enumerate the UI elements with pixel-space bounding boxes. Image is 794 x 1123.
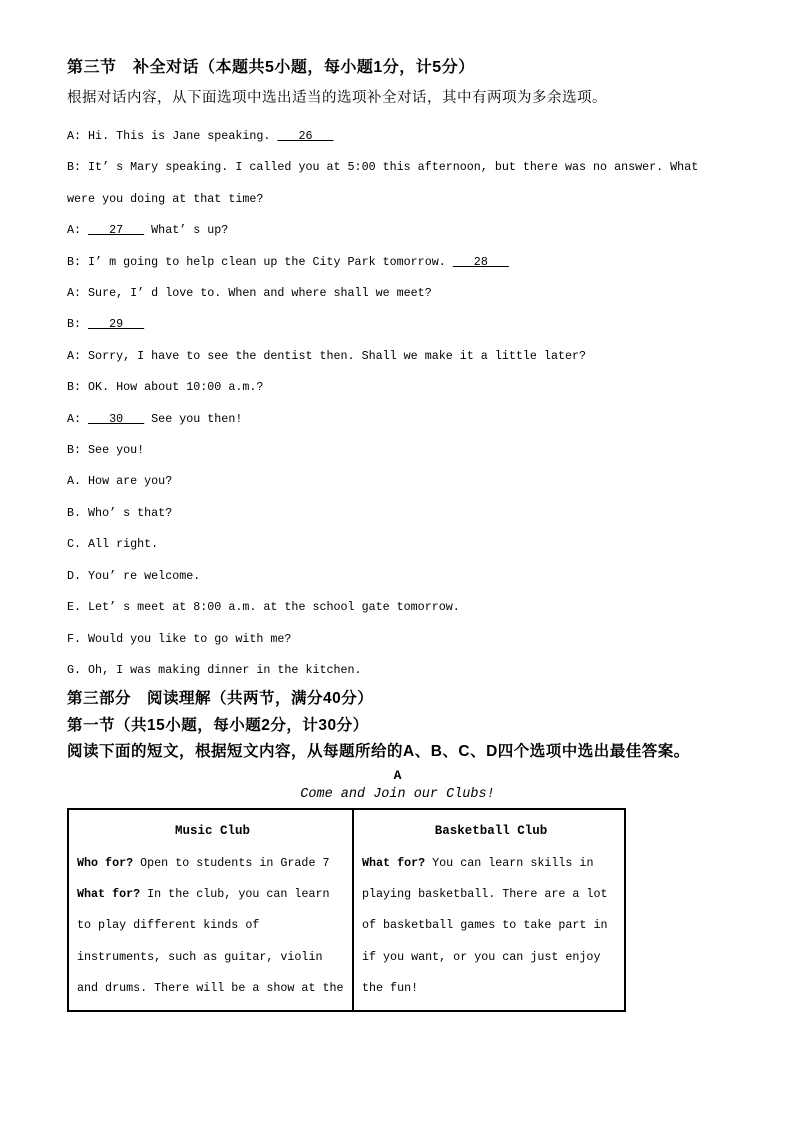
cell-line: the fun! — [362, 981, 419, 996]
cell-line: playing basketball. There are a lot — [362, 887, 608, 902]
text-line: E. Let’ s meet at 8:00 a.m. at the school gate tomorrow. — [67, 600, 460, 615]
blank-26: 26 — [277, 129, 334, 143]
blank-28: 28 — [452, 254, 509, 269]
text-line: A: Sure, I’ d love to. When and where shall we meet? — [67, 286, 432, 301]
text-line: A: Sorry, I have to see the dentist then. Shall we make it a little later? — [67, 348, 587, 363]
section1-heading: 第一节（共15小题，每小题2分，计30分） — [67, 716, 369, 734]
text-line: C. All right. — [67, 537, 159, 552]
part3-heading: 第三部分 阅读理解（共两节，满分40分） — [67, 690, 374, 708]
options-block — [67, 466, 728, 686]
text-line: B. Who’ s that? — [67, 505, 173, 520]
passage-title: Come and Join our Clubs! — [300, 787, 495, 803]
music-club-cell — [69, 810, 352, 1009]
cell-line: to play different kinds of — [77, 918, 260, 933]
reading-instruction: 阅读下面的短文，根据短文内容，从每题所给的A、B、C、D四个选项中选出最佳答案。 — [67, 742, 690, 760]
passage-label: A — [393, 768, 402, 784]
text-line: A. How are you? — [67, 474, 173, 489]
music-club-body — [77, 848, 348, 1005]
cell-line: if you want, or you can just enjoy — [362, 949, 601, 964]
text-line: A: Hi. This is Jane speaking. 26 — [67, 129, 334, 143]
text-line: F. Would you like to go with me? — [67, 631, 292, 646]
blank-29: 29 — [88, 317, 145, 332]
section3-heading: 第三节 补全对话（本题共5小题，每小题1分，计5分） — [67, 59, 475, 76]
cell-line: What for? You can learn skills in — [362, 855, 594, 870]
clubs-table — [67, 808, 626, 1011]
text-line: B: See you! — [67, 443, 145, 458]
cell-line: Who for? Open to students in Grade 7 — [77, 855, 330, 870]
blank-30: 30 — [88, 411, 145, 426]
text-line: A: 27 What’ s up? — [67, 223, 229, 238]
basketball-club-body — [362, 848, 620, 1005]
text-line: B: OK. How about 10:00 a.m.? — [67, 380, 264, 395]
text-line: B: It’ s Mary speaking. I called you at 5:00 this afternoon, but there was no answer. What — [67, 160, 699, 175]
text-line: B: 29 — [67, 317, 145, 332]
basketball-club-cell — [352, 810, 624, 1009]
blank-27: 27 — [88, 223, 145, 238]
dialogue-block — [67, 121, 728, 466]
cell-line: instruments, such as guitar, violin — [77, 949, 323, 964]
section3-instruction: 根据对话内容，从下面选项中选出适当的选项补全对话，其中有两项为多余选项。 — [67, 90, 607, 106]
text-line: B: I’ m going to help clean up the City Park tomorrow. 28 — [67, 254, 509, 269]
music-club-header: Music Club — [174, 824, 250, 839]
text-line: A: 30 See you then! — [67, 411, 243, 426]
cell-line: What for? In the club, you can learn — [77, 887, 330, 902]
cell-line: and drums. There will be a show at the — [77, 981, 344, 996]
cell-line: of basketball games to take part in — [362, 918, 608, 933]
basketball-club-header: Basketball Club — [434, 824, 548, 839]
text-line: G. Oh, I was making dinner in the kitchen. — [67, 662, 362, 677]
text-line: were you doing at that time? — [67, 191, 264, 206]
text-line: D. You’ re welcome. — [67, 568, 201, 583]
